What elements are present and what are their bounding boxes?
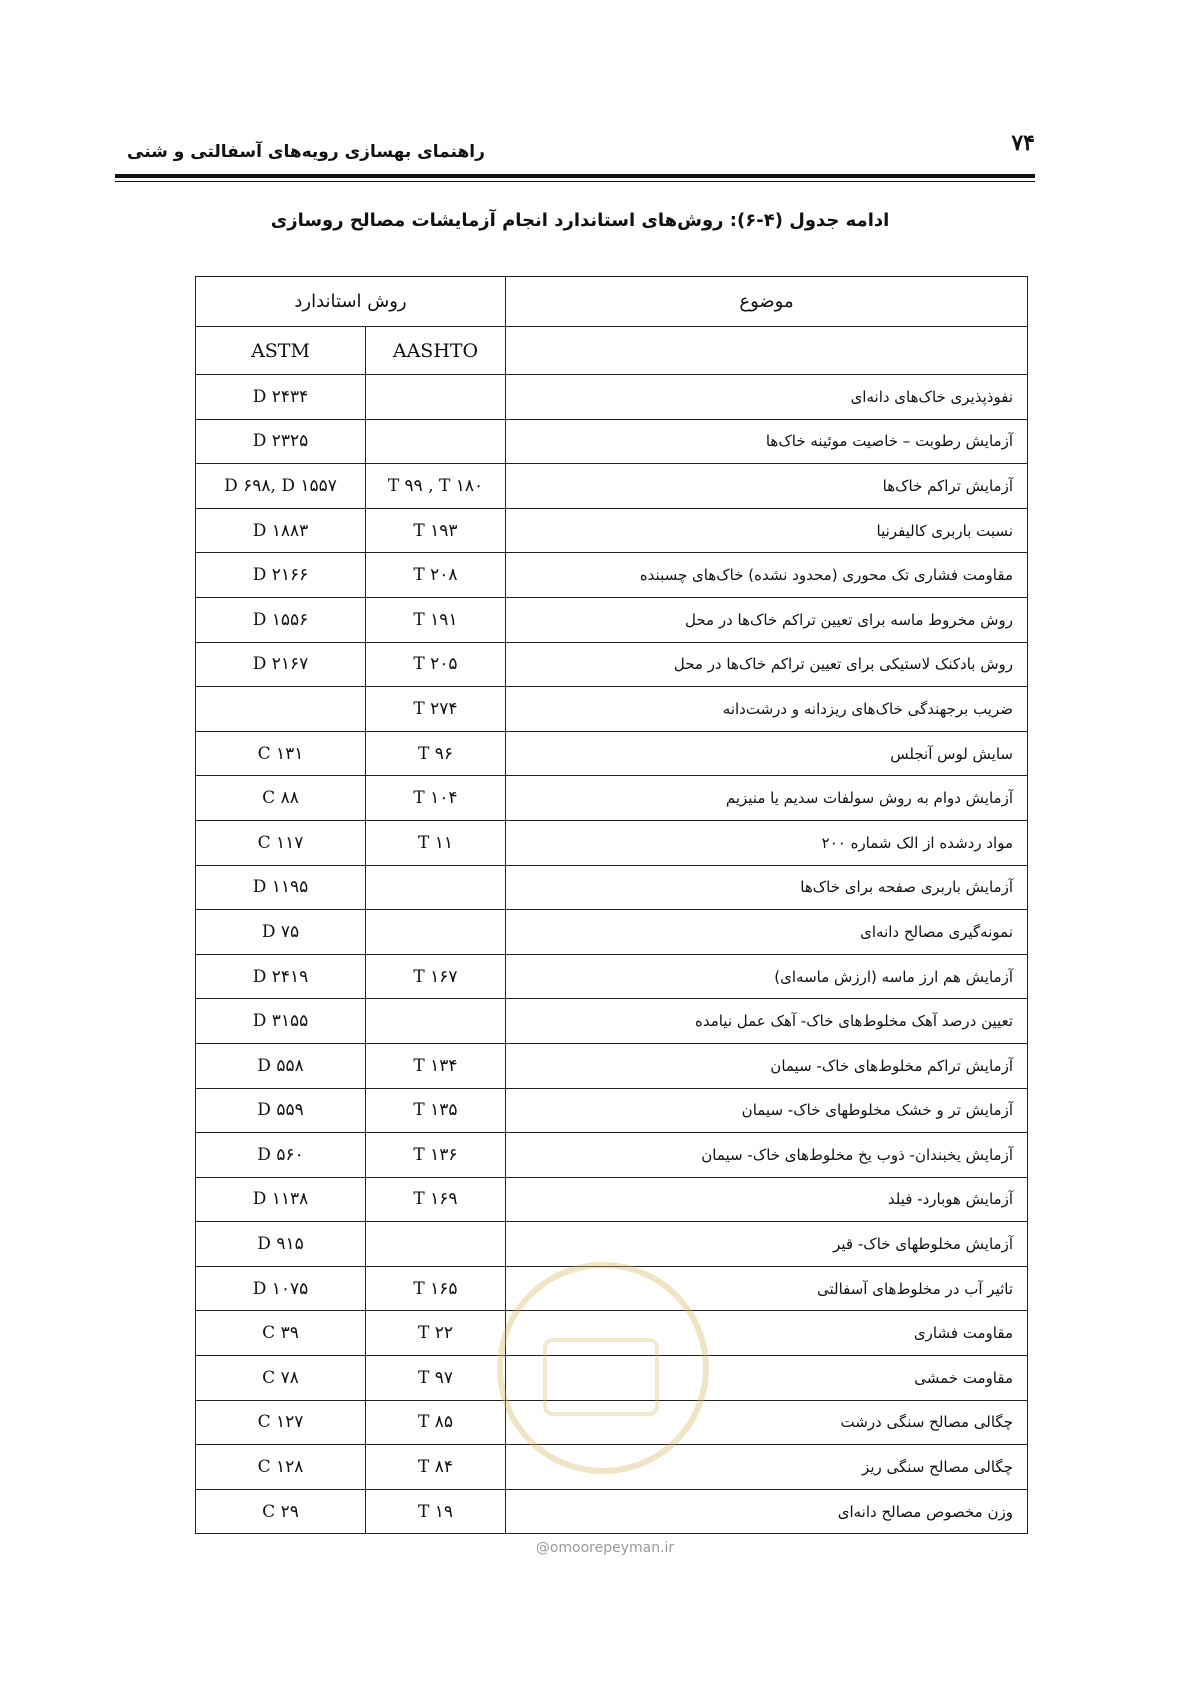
astm-cell: C ۳۹ [196,1311,366,1356]
header-standard-method: روش استاندارد [196,277,506,327]
astm-cell: C ۲۹ [196,1489,366,1534]
astm-cell: D ۶۹۸, D ۱۵۵۷ [196,464,366,509]
table-row [196,1043,1028,1088]
astm-cell: C ۸۸ [196,776,366,821]
subject-cell: مواد ردشده از الک شماره ۲۰۰ [506,820,1028,865]
table-row [196,1311,1028,1356]
subject-cell: چگالی مصالح سنگی ریز [506,1445,1028,1490]
subject-cell: آزمایش مخلوطهای خاک- قیر [506,1222,1028,1267]
aashto-cell: T ۱۶۵ [366,1266,506,1311]
table-row [196,1133,1028,1178]
table-row [196,999,1028,1044]
page-number: ۷۴ [1011,130,1035,156]
subject-cell: نمونه‌گیری مصالح دانه‌ای [506,910,1028,955]
table-subheader-row [196,327,1028,375]
subject-cell: آزمایش رطوبت – خاصیت موئینه خاک‌ها [506,419,1028,464]
subject-cell: وزن مخصوص مصالح دانه‌ای [506,1489,1028,1534]
subject-cell: آزمایش هم ارز ماسه (ارزش ماسه‌ای) [506,954,1028,999]
astm-cell: D ۱۰۷۵ [196,1266,366,1311]
aashto-cell: T ۱۶۷ [366,954,506,999]
table-row [196,642,1028,687]
table-row [196,865,1028,910]
subject-cell: تاثیر آب در مخلوط‌های آسفالتی [506,1266,1028,1311]
astm-cell: C ۱۲۸ [196,1445,366,1490]
subject-cell: چگالی مصالح سنگی درشت [506,1400,1028,1445]
subject-cell: سایش لوس آنجلس [506,731,1028,776]
aashto-cell: T ۸۵ [366,1400,506,1445]
table-row [196,1489,1028,1534]
astm-cell: D ۱۱۳۸ [196,1177,366,1222]
astm-cell: D ۱۱۹۵ [196,865,366,910]
aashto-cell [366,1222,506,1267]
astm-cell: D ۳۱۵۵ [196,999,366,1044]
aashto-cell: T ۱۳۵ [366,1088,506,1133]
table-row [196,954,1028,999]
table-row [196,1222,1028,1267]
astm-cell: D ۲۴۳۴ [196,375,366,420]
subject-cell: آزمایش باربری صفحه برای خاک‌ها [506,865,1028,910]
aashto-cell: T ۱۹۱ [366,597,506,642]
table-row [196,1088,1028,1133]
subject-cell: روش بادکنک لاستیکی برای تعیین تراکم خاک‌ها در محل [506,642,1028,687]
table-header-row [196,277,1028,327]
table-row [196,820,1028,865]
header-rule-thin [115,181,1035,182]
table-row [196,1400,1028,1445]
aashto-cell: T ۱۰۴ [366,776,506,821]
header-aashto: AASHTO [366,327,506,375]
aashto-cell [366,999,506,1044]
astm-cell: D ۱۸۸۳ [196,508,366,553]
table-row [196,910,1028,955]
table-body [196,375,1028,1534]
table-row [196,776,1028,821]
aashto-cell [366,419,506,464]
astm-cell: C ۷۸ [196,1356,366,1401]
subject-cell: مقاومت فشاری [506,1311,1028,1356]
table-row [196,731,1028,776]
table-row [196,1356,1028,1401]
subject-cell: آزمایش تر و خشک مخلوطهای خاک- سیمان [506,1088,1028,1133]
astm-cell: D ۲۱۶۶ [196,553,366,598]
subject-cell: مقاومت فشاری تک محوری (محدود نشده) خاک‌های چسبنده [506,553,1028,598]
header-subject: موضوع [506,277,1028,327]
astm-cell: C ۱۲۷ [196,1400,366,1445]
aashto-cell: T ۲۰۵ [366,642,506,687]
aashto-cell: T ۱۳۶ [366,1133,506,1178]
aashto-cell: T ۹۹ , T ۱۸۰ [366,464,506,509]
aashto-cell: T ۱۹۳ [366,508,506,553]
table-caption: ادامه جدول (۴-۶): روش‌های استاندارد انجام آزمایشات مصالح روسازی [270,210,890,231]
subject-cell: آزمایش تراکم مخلوط‌های خاک- سیمان [506,1043,1028,1088]
aashto-cell: T ۲۲ [366,1311,506,1356]
aashto-cell [366,910,506,955]
astm-cell [196,687,366,732]
aashto-cell: T ۸۴ [366,1445,506,1490]
table-row [196,419,1028,464]
aashto-cell: T ۱۱ [366,820,506,865]
astm-cell: D ۲۳۲۵ [196,419,366,464]
subject-cell: آزمایش یخبندان- ذوب یخ مخلوط‌های خاک- سیمان [506,1133,1028,1178]
astm-cell: D ۲۱۶۷ [196,642,366,687]
site-watermark: @omoorepeyman.ir [535,1540,675,1556]
subject-cell: نسبت باربری کالیفرنیا [506,508,1028,553]
astm-cell: D ۵۵۸ [196,1043,366,1088]
aashto-cell: T ۹۶ [366,731,506,776]
astm-cell: D ۱۵۵۶ [196,597,366,642]
table-row [196,464,1028,509]
aashto-cell: T ۹۷ [366,1356,506,1401]
aashto-cell: T ۱۶۹ [366,1177,506,1222]
aashto-cell [366,375,506,420]
aashto-cell: T ۱۳۴ [366,1043,506,1088]
subject-cell: نفوذپذیری خاک‌های دانه‌ای [506,375,1028,420]
table-row [196,508,1028,553]
subject-cell: مقاومت خمشی [506,1356,1028,1401]
table-row [196,597,1028,642]
header-astm: ASTM [196,327,366,375]
table-row [196,1445,1028,1490]
subject-cell: آزمایش دوام به روش سولفات سدیم یا منیزیم [506,776,1028,821]
table-row [196,375,1028,420]
subject-cell: ضریب برجهندگی خاک‌های ریزدانه و درشت‌دانه [506,687,1028,732]
aashto-cell: T ۱۹ [366,1489,506,1534]
subject-cell: آزمایش تراکم خاک‌ها [506,464,1028,509]
astm-cell: C ۱۱۷ [196,820,366,865]
subject-cell: تعیین درصد آهک مخلوط‌های خاک- آهک عمل نیامده [506,999,1028,1044]
table-row [196,687,1028,732]
subject-cell: آزمایش هوبارد- فیلد [506,1177,1028,1222]
astm-cell: D ۵۵۹ [196,1088,366,1133]
standards-table [195,276,1028,1534]
aashto-cell: T ۲۷۴ [366,687,506,732]
page-header [115,128,1035,178]
astm-cell: D ۹۱۵ [196,1222,366,1267]
table-row [196,553,1028,598]
astm-cell: D ۲۴۱۹ [196,954,366,999]
header-rule-thick [115,174,1035,178]
astm-cell: C ۱۳۱ [196,731,366,776]
header-subject-blank [506,327,1028,375]
book-title: راهنمای بهسازی رویه‌های آسفالتی و شنی [127,142,485,162]
astm-cell: D ۷۵ [196,910,366,955]
table-row [196,1177,1028,1222]
aashto-cell: T ۲۰۸ [366,553,506,598]
subject-cell: روش مخروط ماسه برای تعیین تراکم خاک‌ها در محل [506,597,1028,642]
aashto-cell [366,865,506,910]
table-row [196,1266,1028,1311]
astm-cell: D ۵۶۰ [196,1133,366,1178]
